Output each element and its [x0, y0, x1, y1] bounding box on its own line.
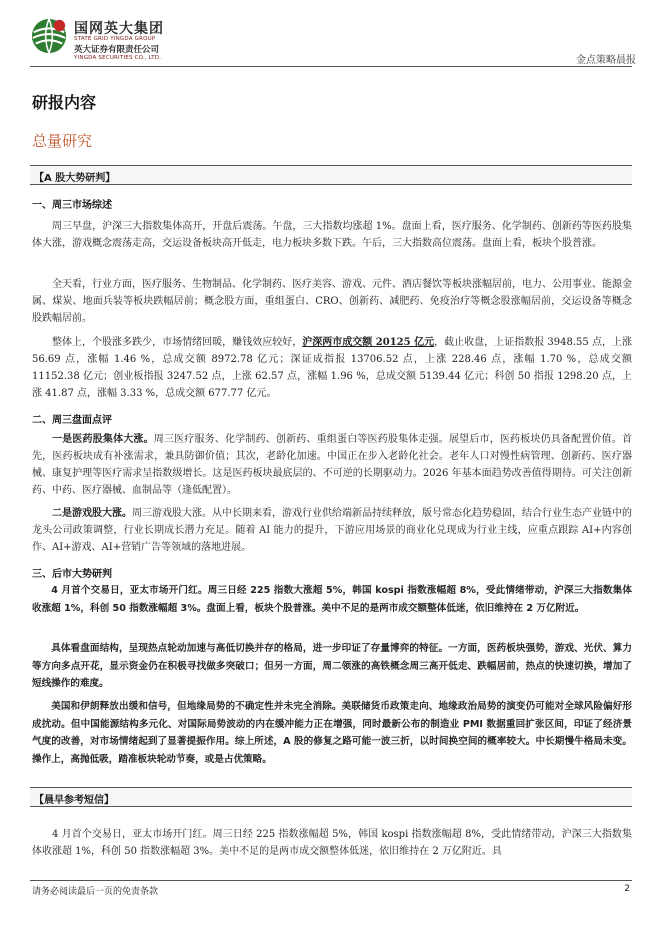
morning-sms-text: 4 月首个交易日，亚太市场开门红。周三日经 225 指数涨幅超 5%，韩国 kospi 指数涨幅超 8%，受此情绪带动，沪深三大指数集体收涨超 1%，科创 50 指数涨幅超 3%。美中不足的是两市成交额整体低迷，依旧维持在 2 万亿附近。具 [32, 829, 632, 857]
morning-sms-bar: 【晨早参考短信】 [30, 787, 632, 807]
market-summary-heading: 一、周三市场综述 [32, 200, 112, 211]
subsidiary-name-en: YINGDA SECURITIES CO., LTD. [74, 55, 162, 61]
market-summary-para-2: 全天看，行业方面，医疗服务、生物制品、化学制药、医疗美容、游戏、元件、酒店餐饮等板块涨幅居前，电力、公用事业、能源金属、煤炭、地面兵装等板块跌幅居前；概念股方面，重组蛋白、CRO、创新药、减肥药、免疫治疗等概念股涨幅居前，交运设备等概念股跌幅居前。 [32, 279, 632, 324]
page-header [30, 14, 636, 66]
market-summary-text: 整体上，个股涨多跌少，市场情绪回暖，赚钱效应较好， [52, 337, 303, 348]
page-title: 研报内容 [32, 93, 97, 112]
subsidiary-name: 英大证券有限责任公司 [74, 45, 160, 55]
company-name: 国网英大集团 [74, 21, 164, 37]
footer-divider [30, 880, 632, 881]
outlook-para-3: 美国和伊朗释放出缓和信号，但地缘局势的不确定性并未完全消除。美联储货币政策走向、地缘政治局势的演变仍可能对全球风险偏好形成扰动。但中国能源结构多元化、对国际局势波动的内在缓冲能力正在增强，同时最新公布的制造业 PMI 数据重回扩张区间，印证了经济景气度的改善，对市场情绪起到了显著提振作用。综上所述，A 股的修复之路可能一波三折，以时间换空间的概率较大。中长期慢牛格局未变。操作上，高抛低吸，踏准板块轮动节奏，或是占优策略。 [32, 701, 632, 765]
outlook-heading: 三、后市大势研判 [32, 569, 112, 580]
footer-disclaimer: 请务必阅读最后一页的免责条款 [32, 887, 159, 897]
company-name-en: STATE GRID YINGDA GROUP [74, 36, 156, 42]
gaming-lead: 二是游戏股大涨。 [52, 508, 132, 519]
section-title: 总量研究 [32, 132, 93, 150]
header-divider [30, 66, 632, 67]
pharma-text: 周三医疗服务、化学制药、创新药、重组蛋白等医药股集体走强。展望后市，医药板块仍具备配置价值。首先，医药板块成有补涨需求，兼具防御价值；其次，老龄化加速。中国正在步入老龄化社会。老年人口对慢性病管理、创新药、医疗器械、康复护理等医疗需求呈指数级增长。这是医药板块最底层的、不可逆的长期驱动力。2026 年基本面趋势改善值得期待。可关注创新药、中药、医疗器械、血制品等（逢低配置）。 [32, 434, 633, 496]
gaming-text: 周三游戏股大涨。从中长期来看，游戏行业供给端新品持续释放，版号常态化趋势稳固，结合行业生态产业链中的龙头公司政策调整，行业长期成长潜力充足。随着 AI 能力的提升，下游应用场景的商业化兑现成为行业主线，应重点跟踪 AI+内容创作、AI+游戏、AI+营销广告等领域的落地进展。 [32, 508, 632, 553]
outlook-para-2: 具体看盘面结构，呈现热点轮动加速与高低切换并存的格局，进一步印证了存量博弈的特征。一方面，医药板块强势，游戏、光伏、算力等方向多点开花，显示资金仍在积极寻找做多突破口；但另一方面，周二领涨的高铁概念周三高开低走、跌幅居前，热点的快速切换，增加了短线操作的难度。 [32, 643, 632, 690]
market-summary-para-3 [32, 334, 632, 402]
state-grid-logo-icon [30, 16, 68, 56]
market-summary-para-1: 周三早盘，沪深三大指数集体高开，开盘后震荡。午盘，三大指数均涨超 1%。盘面上看，医疗服务、化学制药、创新药等医药股集体大涨，游戏概念震荡走高，交运设备板块高开低走，电力板块多数下跌。午后，三大指数高位震荡。盘面上看，板块个股普涨。 [32, 221, 632, 249]
market-review-heading: 二、周三盘面点评 [32, 415, 112, 426]
pharma-lead: 一是医药股集体大涨。 [52, 434, 154, 445]
page-number: 2 [624, 884, 630, 894]
report-name: 金点策略晨报 [576, 55, 636, 66]
market-review-para-2 [32, 505, 632, 556]
outlook-para-1: 4 月首个交易日，亚太市场开门红。周三日经 225 指数大涨超 5%，韩国 kospi 指数涨幅超 8%，受此情绪带动，沪深三大指数集体收涨超 1%，科创 50 指数涨幅超 3%。盘面上看，板块个股普涨。美中不足的是两市成交额整体低迷，依旧维持在 2 万亿附近。 [32, 585, 632, 614]
a-share-section-bar: 【A 股大势研判】 [30, 165, 632, 185]
turnover-highlight: 沪深两市成交额 20125 亿元 [302, 337, 435, 348]
market-summary-text-cont: ，截止收盘，上证指数报 3948.55 点，上涨 56.69 点，涨幅 1.46 %，总成交额 8972.78 亿元；深证成指报 13706.52 点，上涨 228.46 点，涨幅 1.70 %，总成交额 11152.38 亿元；创业板指报 3247.52 点，上涨 62.57 点，涨幅 1.96 %，总成交额 5139.44 亿元；科创 50 指报 1298.20 点，上涨 41.87 点，涨幅 3.33 %，总成交额 677.77 亿元。 [32, 337, 632, 399]
market-review-para-1 [32, 431, 632, 499]
